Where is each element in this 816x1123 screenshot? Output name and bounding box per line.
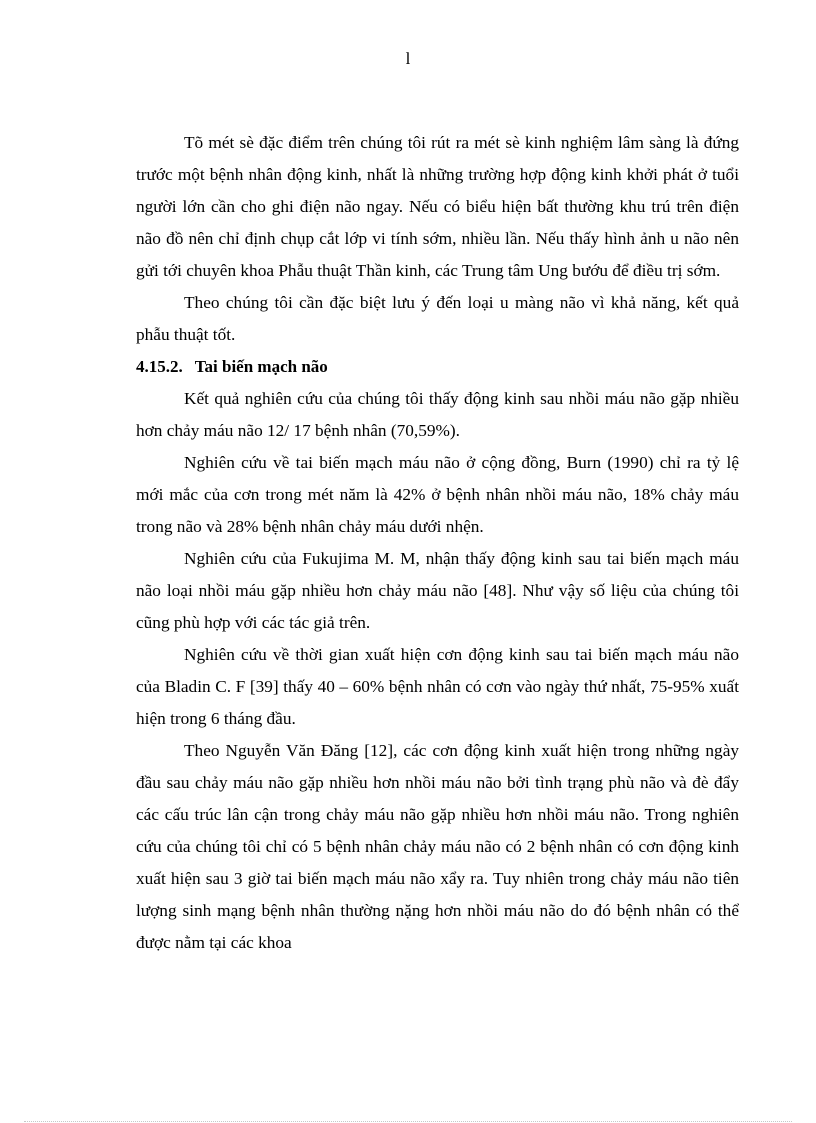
section-heading-number: 4.15.2. [136,357,183,376]
paragraph-fukujima-study: Nghiên cứu của Fukujima M. M, nhận thấy động kinh sau tai biến mạch máu não loại nhồi máu gặp nhiều hơn chảy máu não [48]. Như vậy số liệu của chúng tôi cũng phù hợp với các tác giả trên. [136,549,739,632]
paragraph-bladin-study: Nghiên cứu về thời gian xuất hiện cơn động kinh sau tai biến mạch máu não của Bladin C. F [39] thấy 40 – 60% bệnh nhân có cơn vào ngày thứ nhất, 75-95% xuất hiện trong 6 tháng đầu. [136,645,739,728]
paragraph-study-results: Kết quả nghiên cứu của chúng tôi thấy động kinh sau nhồi máu não gặp nhiều hơn chảy máu não 12/ 17 bệnh nhân (70,59%). [136,389,739,440]
paragraph-burn-study: Nghiên cứu về tai biến mạch máu não ở cộng đồng, Burn (1990) chỉ ra tỷ lệ mới mắc của cơn trong mét năm là 42% ở bệnh nhân nhồi máu não, 18% chảy máu trong não và 28% bệnh nhân chảy máu dưới nhện. [136,453,739,536]
paragraph-clinical-experience: Tõ mét sè đặc điểm trên chúng tôi rút ra mét sè kinh nghiệm lâm sàng là đứng trước một bệnh nhân động kinh, nhất là những trường hợp động kinh khởi phát ở tuổi người lớn cần cho ghi điện não ngay. Nếu có biểu hiện bất thường khu trú trên điện não đồ nên chỉ định chụp cắt lớp vi tính sớm, nhiều lần. Nếu thấy hình ảnh u não nên gửi tới chuyên khoa Phẫu thuật Thần kinh, các Trung tâm Ung bướu để điều trị sớm. [136,133,739,280]
body-text [136,127,739,959]
section-heading-title: Tai biến mạch não [194,357,328,376]
page-bottom-divider [24,1121,792,1122]
page-number: l [405,49,411,68]
section-heading [136,351,739,383]
paragraph-meningioma-note: Theo chúng tôi cần đặc biệt lưu ý đến loại u màng não vì khả năng, kết quả phẫu thuật tốt. [136,293,739,344]
paragraph-nguyen-van-dang: Theo Nguyễn Văn Đăng [12], các cơn động kinh xuất hiện trong những ngày đầu sau chảy máu não gặp nhiều hơn nhồi máu não bởi tình trạng phù não và đè đẩy các cấu trúc lân cận trong chảy máu não gặp nhiều hơn nhồi máu não. Trong nghiên cứu của chúng tôi chỉ có 5 bệnh nhân chảy máu não có 2 bệnh nhân có cơn động kinh xuất hiện sau 3 giờ tai biến mạch máu não xẩy ra. Tuy nhiên trong chảy máu não tiên lượng sinh mạng bệnh nhân thường nặng hơn nhồi máu não do đó bệnh nhân có thể được nằm tại các khoa [136,741,739,952]
